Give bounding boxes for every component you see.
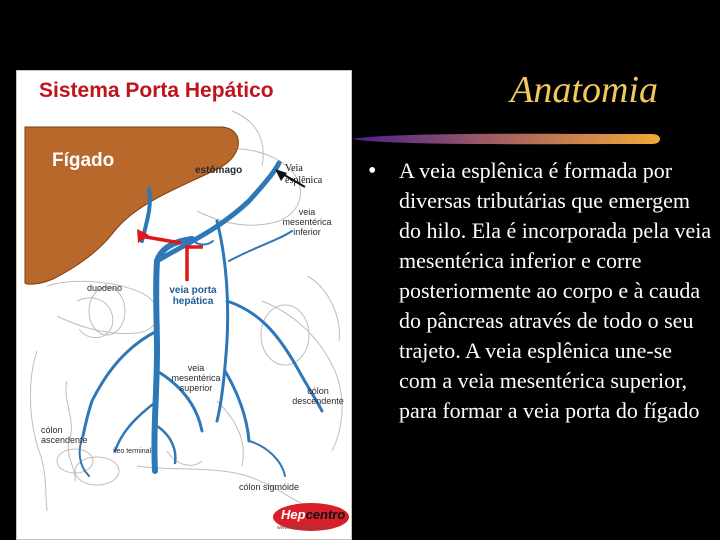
label-veia-esplenica: Veia esplênica	[285, 163, 323, 186]
label-veia-mesenterica-superior: veia mesentérica superior	[171, 363, 221, 393]
label-veia-porta: veia porta hepática	[169, 285, 217, 307]
label-duodeno: duodeno	[87, 283, 123, 293]
figure-title: Sistema Porta Hepático	[39, 79, 274, 102]
portal-system-figure	[16, 70, 352, 540]
title-underline-bar	[352, 128, 660, 150]
bullet-text: A veia esplênica é formada por diversas tributárias que emergem do hilo. Ela é incorporada pela veia mesentérica inferior e corre posteriormente ao corpo e à cauda do pâncreas através de todo o seu trajeto. A veia esplênica une-se com a veia mesentérica superior, para formar a veia porta do fígado	[399, 158, 712, 423]
label-estomago: estômago	[195, 165, 243, 176]
slide-title: Anatomia	[510, 69, 658, 111]
hepcentro-logo	[273, 501, 349, 535]
bullet-dot: •	[368, 158, 377, 184]
logo-part2: centro	[305, 507, 346, 522]
logo-url: www.hepcentro.com.br	[277, 525, 328, 531]
label-colon-ascendente: cólon ascendente	[41, 425, 88, 445]
label-colon-descendente: cólon descendente	[292, 386, 344, 406]
label-figado: Fígado	[52, 150, 115, 171]
label-veia-mesenterica-inferior: veia mesentérica inferior	[282, 207, 332, 237]
logo-part1: Hep	[281, 507, 306, 522]
label-ileo-terminal: íleo terminal	[113, 448, 152, 455]
label-colon-sigmoide: cólon sigmóide	[239, 482, 300, 492]
